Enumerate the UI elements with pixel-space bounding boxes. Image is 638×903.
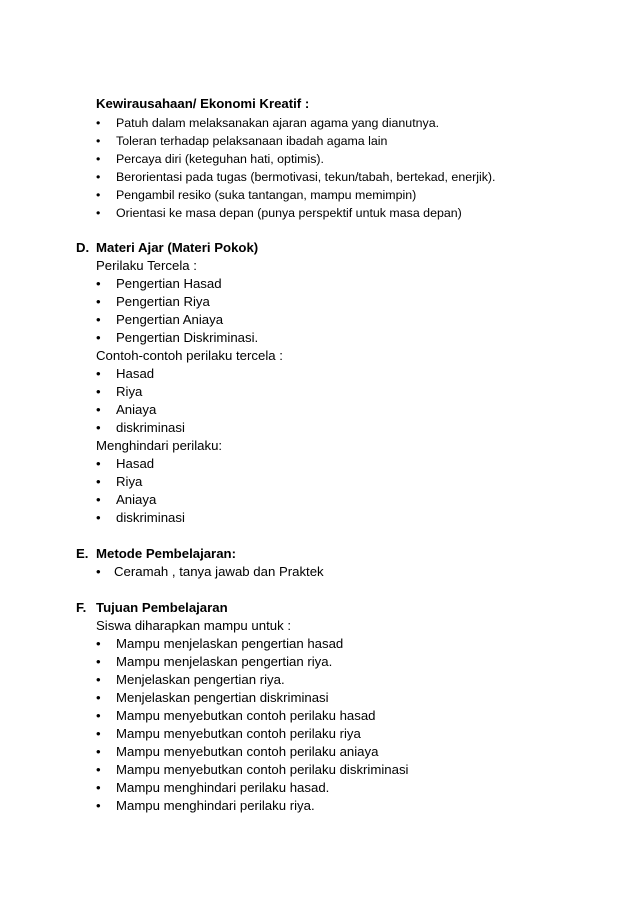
bullet-icon: •	[96, 134, 101, 148]
list-item-text: Aniaya	[116, 402, 157, 417]
list-item-text: Pengambil resiko (suka tantangan, mampu memimpin)	[116, 188, 417, 202]
list-item-text: Menjelaskan pengertian diskriminasi	[116, 690, 329, 705]
section-title: Materi Ajar (Materi Pokok)	[96, 240, 259, 255]
section-title: Metode Pembelajaran:	[96, 546, 236, 561]
list-item-text: Patuh dalam melaksanakan ajaran agama yang dianutnya.	[116, 116, 440, 130]
bullet-icon: •	[96, 420, 101, 435]
list-item-text: Hasad	[116, 366, 155, 381]
list-item-text: Mampu menyebutkan contoh perilaku riya	[116, 726, 361, 741]
list-item-text: diskriminasi	[116, 510, 185, 525]
bullet-icon: •	[96, 456, 101, 471]
list-item-text: Mampu menyebutkan contoh perilaku aniaya	[116, 744, 379, 759]
bullet-icon: •	[96, 294, 101, 309]
bullet-icon: •	[96, 510, 101, 525]
list-item-text: Riya	[116, 474, 143, 489]
bullet-icon: •	[96, 798, 101, 813]
subheading-text: Siswa diharapkan mampu untuk :	[96, 618, 291, 633]
list-item-text: Orientasi ke masa depan (punya perspektif untuk masa depan)	[116, 206, 462, 220]
bullet-icon: •	[96, 116, 101, 130]
bullet-icon: •	[96, 744, 101, 759]
bullet-icon: •	[96, 384, 101, 399]
bullet-icon: •	[96, 708, 101, 723]
bullet-icon: •	[96, 206, 101, 220]
subheading-text: Contoh-contoh perilaku tercela :	[96, 348, 283, 363]
bullet-icon: •	[96, 402, 101, 417]
list-item-text: Ceramah , tanya jawab dan Praktek	[114, 564, 324, 579]
list-item-text: Percaya diri (keteguhan hati, optimis).	[116, 152, 324, 166]
kewirausahaan-title: Kewirausahaan/ Ekonomi Kreatif :	[96, 96, 310, 111]
bullet-icon: •	[96, 636, 101, 651]
list-item-text: Mampu menjelaskan pengertian hasad	[116, 636, 344, 651]
bullet-icon: •	[96, 188, 101, 202]
subheading-text: Menghindari perilaku:	[96, 438, 223, 453]
bullet-icon: •	[96, 170, 101, 184]
bullet-icon: •	[96, 492, 101, 507]
list-item-text: Aniaya	[116, 492, 157, 507]
section-letter: F.	[76, 600, 87, 615]
section-letter: D.	[76, 240, 90, 255]
list-item-text: diskriminasi	[116, 420, 185, 435]
bullet-icon: •	[96, 762, 101, 777]
bullet-icon: •	[96, 474, 101, 489]
list-item-text: Riya	[116, 384, 143, 399]
bullet-icon: •	[96, 654, 101, 669]
section-letter: E.	[76, 546, 89, 561]
list-item-text: Hasad	[116, 456, 155, 471]
list-item-text: Toleran terhadap pelaksanaan ibadah agama lain	[116, 134, 388, 148]
list-item-text: Mampu menghindari perilaku riya.	[116, 798, 315, 813]
bullet-icon: •	[96, 276, 101, 291]
section-title: Tujuan Pembelajaran	[96, 600, 228, 615]
bullet-icon: •	[96, 152, 101, 166]
list-item-text: Pengertian Diskriminasi.	[116, 330, 259, 345]
subheading-text: Perilaku Tercela :	[96, 258, 197, 273]
list-item-text: Mampu menjelaskan pengertian riya.	[116, 654, 333, 669]
bullet-icon: •	[96, 672, 101, 687]
list-item-text: Pengertian Aniaya	[116, 312, 224, 327]
bullet-icon: •	[96, 780, 101, 795]
list-item-text: Mampu menghindari perilaku hasad.	[116, 780, 330, 795]
list-item-text: Berorientasi pada tugas (bermotivasi, tekun/tabah, bertekad, enerjik).	[116, 170, 496, 184]
bullet-icon: •	[96, 366, 101, 381]
bullet-icon: •	[96, 690, 101, 705]
list-item-text: Pengertian Hasad	[116, 276, 222, 291]
list-item-text: Mampu menyebutkan contoh perilaku diskriminasi	[116, 762, 409, 777]
bullet-icon: •	[96, 726, 101, 741]
bullet-icon: •	[96, 564, 101, 579]
list-item-text: Pengertian Riya	[116, 294, 210, 309]
bullet-icon: •	[96, 330, 101, 345]
list-item-text: Menjelaskan pengertian riya.	[116, 672, 285, 687]
bullet-icon: •	[96, 312, 101, 327]
list-item-text: Mampu menyebutkan contoh perilaku hasad	[116, 708, 376, 723]
